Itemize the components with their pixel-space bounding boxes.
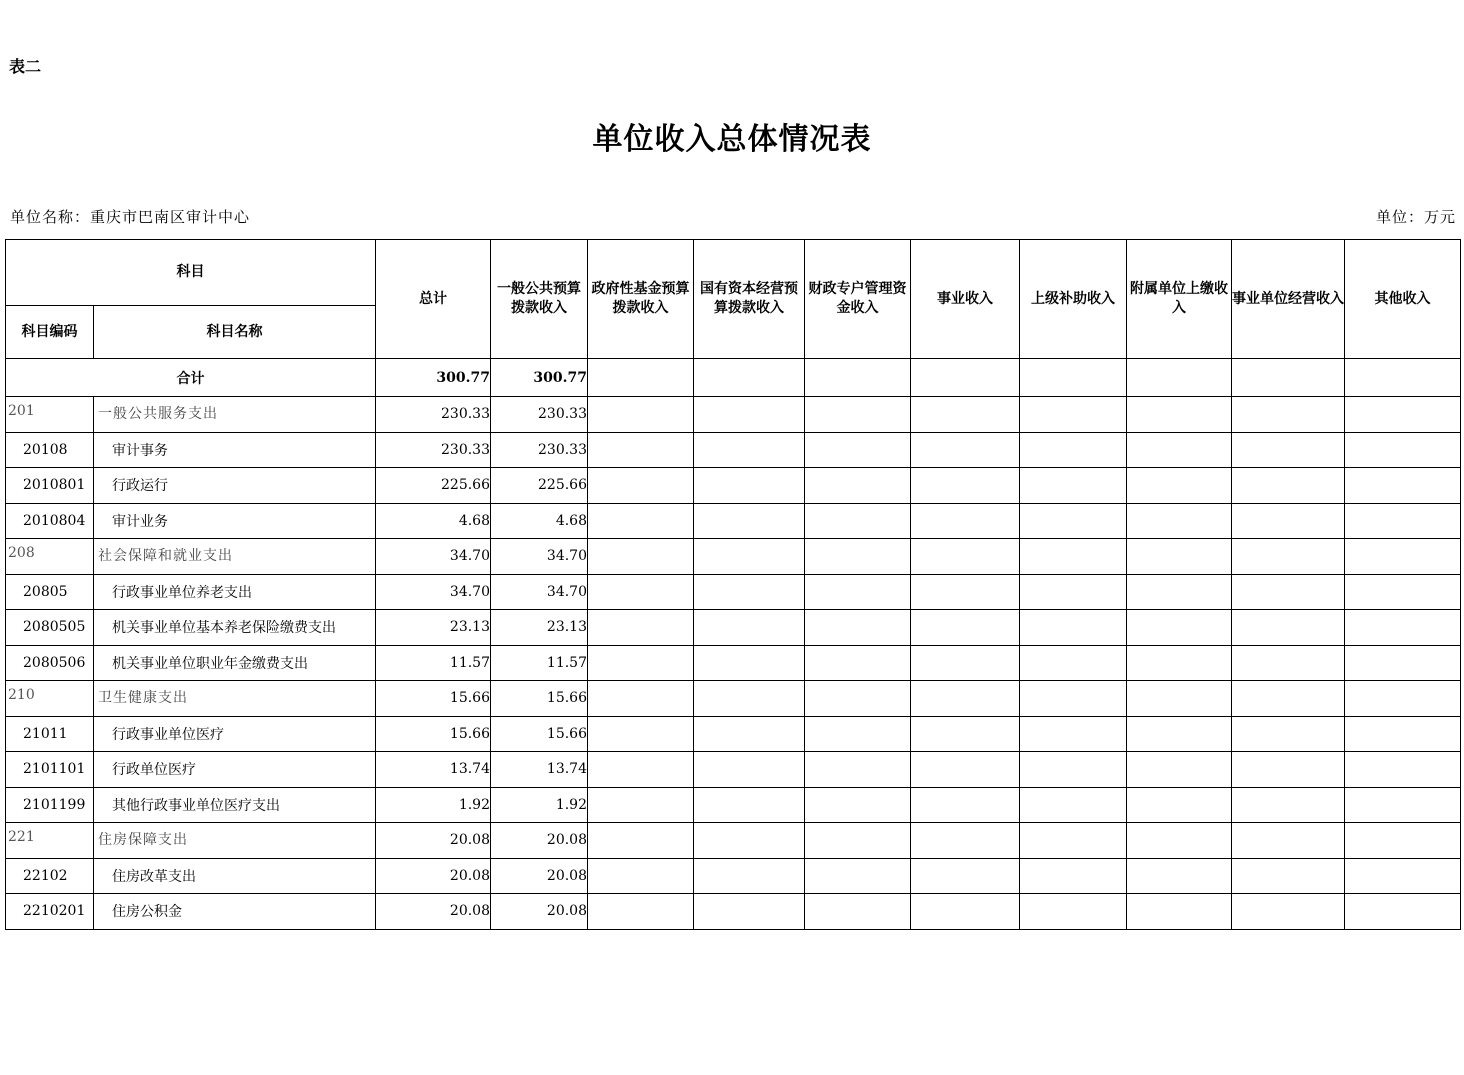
empty-cell — [694, 716, 805, 752]
empty-cell — [805, 610, 911, 646]
empty-cell — [1345, 823, 1461, 859]
empty-cell — [588, 468, 694, 504]
empty-cell — [1020, 359, 1127, 397]
empty-cell — [694, 539, 805, 575]
col-total: 总计 — [376, 240, 491, 359]
empty-cell — [1232, 397, 1345, 433]
general-budget-cell: 20.08 — [491, 858, 588, 894]
empty-cell — [1232, 468, 1345, 504]
total-cell: 11.57 — [376, 645, 491, 681]
col-gov-fund: 政府性基金预算拨款收入 — [588, 240, 694, 359]
empty-cell — [694, 432, 805, 468]
subject-code-cell: 20108 — [6, 432, 94, 468]
col-subject-name: 科目名称 — [94, 306, 376, 359]
empty-cell — [805, 359, 911, 397]
empty-cell — [1020, 397, 1127, 433]
subject-name-cell: 卫生健康支出 — [94, 681, 376, 717]
empty-cell — [1127, 539, 1232, 575]
empty-cell — [1232, 432, 1345, 468]
empty-cell — [1345, 397, 1461, 433]
empty-cell — [911, 787, 1020, 823]
empty-cell — [1020, 681, 1127, 717]
empty-cell — [1345, 858, 1461, 894]
empty-cell — [588, 894, 694, 930]
empty-cell — [1345, 894, 1461, 930]
empty-cell — [588, 397, 694, 433]
empty-cell — [1127, 359, 1232, 397]
subject-code-cell: 21011 — [6, 716, 94, 752]
subject-name-cell: 机关事业单位基本养老保险缴费支出 — [94, 610, 376, 646]
total-label: 合计 — [6, 359, 376, 397]
empty-cell — [1127, 574, 1232, 610]
empty-cell — [1127, 894, 1232, 930]
col-business-operation: 事业单位经营收入 — [1232, 240, 1345, 359]
table-row — [6, 610, 1461, 646]
col-superior-subsidy: 上级补助收入 — [1020, 240, 1127, 359]
general-budget-cell: 15.66 — [491, 716, 588, 752]
total-row — [6, 359, 1461, 397]
total-cell: 15.66 — [376, 681, 491, 717]
empty-cell — [1232, 574, 1345, 610]
total-cell: 34.70 — [376, 539, 491, 575]
total-cell: 4.68 — [376, 503, 491, 539]
income-summary-table — [5, 239, 1461, 930]
empty-cell — [805, 858, 911, 894]
empty-cell — [911, 468, 1020, 504]
general-budget-cell: 13.74 — [491, 752, 588, 788]
empty-cell — [911, 681, 1020, 717]
subject-code-cell: 210 — [6, 681, 94, 717]
empty-cell — [805, 432, 911, 468]
empty-cell — [1345, 539, 1461, 575]
general-budget-cell: 11.57 — [491, 645, 588, 681]
empty-cell — [805, 503, 911, 539]
empty-cell — [1232, 894, 1345, 930]
subject-name-cell: 住房公积金 — [94, 894, 376, 930]
empty-cell — [911, 397, 1020, 433]
subject-name-cell: 住房改革支出 — [94, 858, 376, 894]
empty-cell — [588, 858, 694, 894]
subject-name-cell: 社会保障和就业支出 — [94, 539, 376, 575]
empty-cell — [694, 397, 805, 433]
empty-cell — [1020, 716, 1127, 752]
total-general-budget: 300.77 — [491, 359, 588, 397]
empty-cell — [911, 359, 1020, 397]
total-cell: 20.08 — [376, 894, 491, 930]
table-row — [6, 539, 1461, 575]
empty-cell — [911, 716, 1020, 752]
empty-cell — [911, 610, 1020, 646]
empty-cell — [694, 610, 805, 646]
empty-cell — [588, 823, 694, 859]
empty-cell — [1127, 610, 1232, 646]
empty-cell — [1020, 610, 1127, 646]
empty-cell — [588, 752, 694, 788]
empty-cell — [1345, 432, 1461, 468]
total-cell: 13.74 — [376, 752, 491, 788]
general-budget-cell: 230.33 — [491, 397, 588, 433]
col-subject-code: 科目编码 — [6, 306, 94, 359]
subject-code-cell: 2010801 — [6, 468, 94, 504]
subject-code-cell: 2080505 — [6, 610, 94, 646]
empty-cell — [805, 574, 911, 610]
subject-name-cell: 行政单位医疗 — [94, 752, 376, 788]
col-subject: 科目 — [6, 240, 376, 306]
empty-cell — [1020, 752, 1127, 788]
empty-cell — [1020, 574, 1127, 610]
empty-cell — [1232, 787, 1345, 823]
subject-name-cell: 行政事业单位医疗 — [94, 716, 376, 752]
table-row — [6, 716, 1461, 752]
empty-cell — [694, 787, 805, 823]
empty-cell — [694, 468, 805, 504]
empty-cell — [588, 645, 694, 681]
empty-cell — [1020, 503, 1127, 539]
empty-cell — [694, 823, 805, 859]
empty-cell — [1232, 539, 1345, 575]
empty-cell — [1127, 503, 1232, 539]
empty-cell — [911, 858, 1020, 894]
subject-name-cell: 一般公共服务支出 — [94, 397, 376, 433]
empty-cell — [911, 645, 1020, 681]
empty-cell — [694, 645, 805, 681]
empty-cell — [1232, 858, 1345, 894]
empty-cell — [1127, 681, 1232, 717]
general-budget-cell: 4.68 — [491, 503, 588, 539]
subject-name-cell: 其他行政事业单位医疗支出 — [94, 787, 376, 823]
empty-cell — [694, 503, 805, 539]
subject-name-cell: 审计业务 — [94, 503, 376, 539]
empty-cell — [588, 610, 694, 646]
col-state-capital: 国有资本经营预算拨款收入 — [694, 240, 805, 359]
empty-cell — [588, 539, 694, 575]
total-cell: 1.92 — [376, 787, 491, 823]
empty-cell — [805, 468, 911, 504]
empty-cell — [1345, 787, 1461, 823]
empty-cell — [805, 397, 911, 433]
total-cell: 15.66 — [376, 716, 491, 752]
page-title: 单位收入总体情况表 — [592, 122, 872, 157]
subject-name-cell: 审计事务 — [94, 432, 376, 468]
empty-cell — [1232, 823, 1345, 859]
total-cell: 20.08 — [376, 858, 491, 894]
empty-cell — [911, 894, 1020, 930]
empty-cell — [1345, 645, 1461, 681]
subject-name-cell: 住房保障支出 — [94, 823, 376, 859]
empty-cell — [1345, 681, 1461, 717]
subject-code-cell: 20805 — [6, 574, 94, 610]
subject-code-cell: 208 — [6, 539, 94, 575]
empty-cell — [694, 858, 805, 894]
subject-code-cell: 221 — [6, 823, 94, 859]
empty-cell — [1232, 610, 1345, 646]
empty-cell — [911, 823, 1020, 859]
empty-cell — [1020, 858, 1127, 894]
empty-cell — [1127, 823, 1232, 859]
general-budget-cell: 34.70 — [491, 574, 588, 610]
total-cell: 230.33 — [376, 397, 491, 433]
empty-cell — [588, 359, 694, 397]
empty-cell — [805, 539, 911, 575]
empty-cell — [694, 894, 805, 930]
subject-code-cell: 2101199 — [6, 787, 94, 823]
empty-cell — [588, 432, 694, 468]
general-budget-cell: 20.08 — [491, 894, 588, 930]
subject-code-cell: 2210201 — [6, 894, 94, 930]
subject-code-cell: 22102 — [6, 858, 94, 894]
empty-cell — [588, 503, 694, 539]
col-other-income: 其他收入 — [1345, 240, 1461, 359]
unit-name-label: 单位名称：重庆市巴南区审计中心 — [10, 208, 251, 226]
empty-cell — [805, 716, 911, 752]
total-cell: 23.13 — [376, 610, 491, 646]
table-row — [6, 574, 1461, 610]
table-row — [6, 681, 1461, 717]
total-cell: 20.08 — [376, 823, 491, 859]
general-budget-cell: 20.08 — [491, 823, 588, 859]
table-row — [6, 752, 1461, 788]
table-number-label: 表二 — [9, 57, 42, 76]
empty-cell — [694, 752, 805, 788]
total-cell: 225.66 — [376, 468, 491, 504]
subject-code-cell: 2080506 — [6, 645, 94, 681]
empty-cell — [1127, 397, 1232, 433]
subject-name-cell: 行政运行 — [94, 468, 376, 504]
table-row — [6, 503, 1461, 539]
header-row-1 — [6, 240, 1461, 306]
col-business-income: 事业收入 — [911, 240, 1020, 359]
empty-cell — [911, 539, 1020, 575]
empty-cell — [1127, 716, 1232, 752]
empty-cell — [911, 432, 1020, 468]
empty-cell — [588, 574, 694, 610]
empty-cell — [1232, 681, 1345, 717]
empty-cell — [911, 503, 1020, 539]
col-general-budget: 一般公共预算拨款收入 — [491, 240, 588, 359]
general-budget-cell: 225.66 — [491, 468, 588, 504]
table-row — [6, 787, 1461, 823]
empty-cell — [1127, 858, 1232, 894]
empty-cell — [1020, 894, 1127, 930]
table-row — [6, 858, 1461, 894]
empty-cell — [1020, 645, 1127, 681]
subject-name-cell: 机关事业单位职业年金缴费支出 — [94, 645, 376, 681]
total-cell: 230.33 — [376, 432, 491, 468]
subject-name-cell: 行政事业单位养老支出 — [94, 574, 376, 610]
empty-cell — [805, 681, 911, 717]
empty-cell — [805, 894, 911, 930]
empty-cell — [1127, 787, 1232, 823]
empty-cell — [1127, 752, 1232, 788]
empty-cell — [1127, 432, 1232, 468]
empty-cell — [911, 752, 1020, 788]
empty-cell — [1020, 539, 1127, 575]
empty-cell — [1020, 468, 1127, 504]
general-budget-cell: 15.66 — [491, 681, 588, 717]
table-row — [6, 823, 1461, 859]
table-row — [6, 468, 1461, 504]
col-fiscal-special: 财政专户管理资金收入 — [805, 240, 911, 359]
empty-cell — [805, 645, 911, 681]
general-budget-cell: 23.13 — [491, 610, 588, 646]
empty-cell — [1020, 787, 1127, 823]
empty-cell — [694, 359, 805, 397]
empty-cell — [1232, 645, 1345, 681]
total-cell: 34.70 — [376, 574, 491, 610]
empty-cell — [1345, 574, 1461, 610]
total-sum: 300.77 — [376, 359, 491, 397]
empty-cell — [805, 823, 911, 859]
empty-cell — [1345, 716, 1461, 752]
empty-cell — [1345, 610, 1461, 646]
general-budget-cell: 34.70 — [491, 539, 588, 575]
subject-code-cell: 201 — [6, 397, 94, 433]
empty-cell — [588, 716, 694, 752]
table-row — [6, 432, 1461, 468]
subject-code-cell: 2010804 — [6, 503, 94, 539]
empty-cell — [694, 574, 805, 610]
table-row — [6, 645, 1461, 681]
empty-cell — [911, 574, 1020, 610]
col-affiliated-remit: 附属单位上缴收入 — [1127, 240, 1232, 359]
empty-cell — [1020, 823, 1127, 859]
empty-cell — [694, 681, 805, 717]
empty-cell — [805, 787, 911, 823]
general-budget-cell: 230.33 — [491, 432, 588, 468]
empty-cell — [1127, 468, 1232, 504]
currency-unit-label: 单位：万元 — [1375, 208, 1456, 226]
empty-cell — [1020, 432, 1127, 468]
subject-code-cell: 2101101 — [6, 752, 94, 788]
general-budget-cell: 1.92 — [491, 787, 588, 823]
empty-cell — [1232, 716, 1345, 752]
empty-cell — [805, 752, 911, 788]
empty-cell — [1232, 359, 1345, 397]
empty-cell — [1232, 752, 1345, 788]
empty-cell — [1345, 359, 1461, 397]
empty-cell — [588, 681, 694, 717]
table-row — [6, 397, 1461, 433]
table-row — [6, 894, 1461, 930]
empty-cell — [1127, 645, 1232, 681]
empty-cell — [1345, 752, 1461, 788]
empty-cell — [1232, 503, 1345, 539]
empty-cell — [1345, 468, 1461, 504]
empty-cell — [1345, 503, 1461, 539]
empty-cell — [588, 787, 694, 823]
